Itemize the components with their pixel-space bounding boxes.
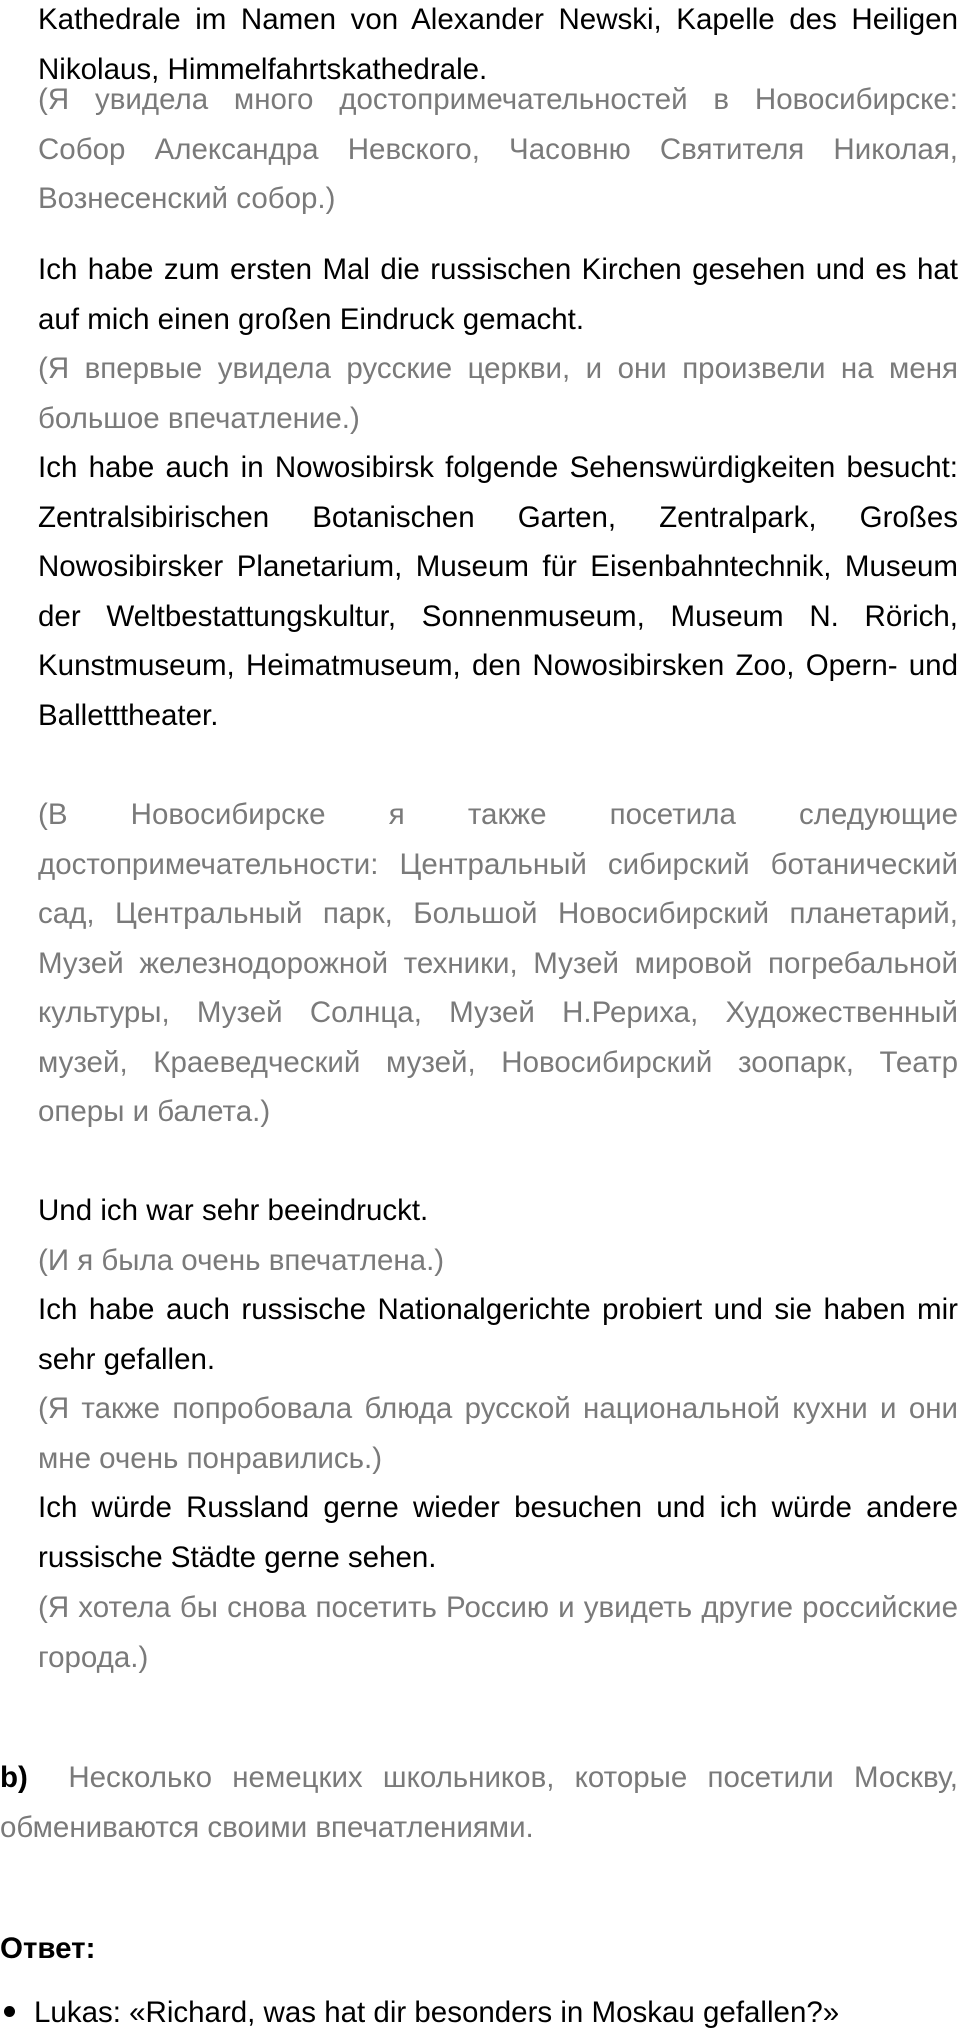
paragraph-ru: (Я увидела много достопримечательностей в Новосибирске: Собор Александра Невского, Часовню Святителя Николая, Вознесенский собор.) <box>38 83 958 215</box>
paragraph-de: Kathedrale im Namen von Alexander Newski, Kapelle des Heiligen Nikolaus, Himmelfahrtskathedrale. <box>38 3 958 86</box>
paragraph-de: Ich habe auch russische Nationalgerichte probiert und sie haben mir sehr gefallen. <box>38 1293 958 1376</box>
paragraph-de: Ich würde Russland gerne wieder besuchen und ich würde andere russische Städte gerne sehen. <box>38 1491 958 1574</box>
paragraph-ru: (И я была очень впечатлена.) <box>38 1244 445 1277</box>
paragraph-ru: (Я хотела бы снова посетить Россию и увидеть другие российские города.) <box>38 1591 958 1674</box>
paragraph-ru: (В Новосибирске я также посетила следующие достопримечательности: Центральный сибирский ботанический сад, Центральный парк, Большой Новосибирский планетарий, Музей железнодорожной техники, Музей мировой погребальной культуры, Музей Солнца, Музей Н.Рериха, Художественный музей, Краеведческий музей, Новосибирский зоопарк, Театр оперы и балета.) <box>38 798 958 1128</box>
task-b-text: Несколько немецких школьников, которые посетили Москву, обмениваются своими впечатлениями. <box>0 1761 958 1844</box>
paragraph-ru: (Я впервые увидела русские церкви, и они произвели на меня большое впечатление.) <box>38 352 958 435</box>
answer-item <box>0 1988 958 2038</box>
answer-item-text: Lukas: «Richard, was hat dir besonders in Moskau gefallen?» <box>34 1996 840 2029</box>
task-b <box>0 1753 958 1852</box>
bullet-dot-icon <box>4 2006 15 2017</box>
paragraph-de: Ich habe zum ersten Mal die russischen Kirchen gesehen und es hat auf mich einen großen Eindruck gemacht. <box>38 253 958 336</box>
answer-label: Ответ: <box>0 1932 96 1965</box>
paragraph-ru: (Я также попробовала блюда русской национальной кухни и они мне очень понравились.) <box>38 1392 958 1475</box>
task-b-label: b) <box>0 1761 28 1794</box>
paragraph-de: Und ich war sehr beeindruckt. <box>38 1194 429 1227</box>
paragraph-de: Ich habe auch in Nowosibirsk folgende Sehenswürdigkeiten besucht: Zentralsibirischen Botanischen Garten, Zentralpark, Großes Nowosibirsker Planetarium, Museum für Eisenbahntechnik, Museum der Weltbestattungskultur, Sonnenmuseum, Museum N. Rörich, Kunstmuseum, Heimatmuseum, den Nowosibirsken Zoo, Opern- und Balletttheater. <box>38 451 958 732</box>
